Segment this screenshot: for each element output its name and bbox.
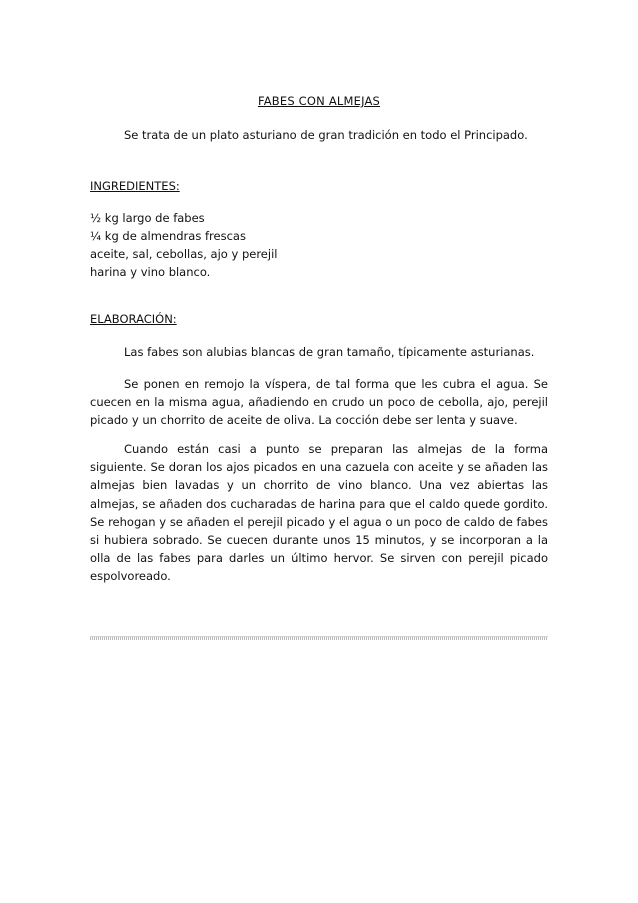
- list-item: harina y vino blanco.: [90, 265, 211, 279]
- paragraph: Cuando están casi a punto se preparan las almejas de la forma siguiente. Se doran los ajos picados en una cazuela con aceite y se añaden las almejas bien lavadas y un chorrito de vino blanco. Una vez abiertas las almejas, se añaden dos cucharadas de harina para que el caldo quede gordito. Se rehogan y se añaden el perejil picado y el agua o un poco de caldo de fabes si hubiera sobrado. Se cuecen durante unos 15 minutos, y se incorporan a la olla de las fabes para darles un último hervor. Se sirven con perejil picado espolvoreado.: [90, 442, 548, 584]
- separator-line: [90, 636, 548, 640]
- intro-text: Se trata de un plato asturiano de gran tradición en todo el Principado.: [124, 128, 528, 142]
- list-item: ½ kg largo de fabes: [90, 211, 205, 225]
- list-item: aceite, sal, cebollas, ajo y perejil: [90, 247, 278, 261]
- ingredients-list: [90, 209, 277, 281]
- list-item: ¼ kg de almendras frescas: [90, 229, 246, 243]
- paragraph: Las fabes son alubias blancas de gran tamaño, típicamente asturianas.: [124, 345, 535, 359]
- page-title: FABES CON ALMEJAS: [257, 94, 381, 108]
- elaboration-heading: ELABORACIÓN:: [90, 312, 177, 326]
- paragraph: Se ponen en remojo la víspera, de tal forma que les cubra el agua. Se cuecen en la misma agua, añadiendo en crudo un poco de cebolla, ajo, perejil picado y un chorrito de aceite de oliva. La cocción debe ser lenta y suave.: [90, 377, 548, 428]
- ingredients-heading: INGREDIENTES:: [90, 179, 180, 193]
